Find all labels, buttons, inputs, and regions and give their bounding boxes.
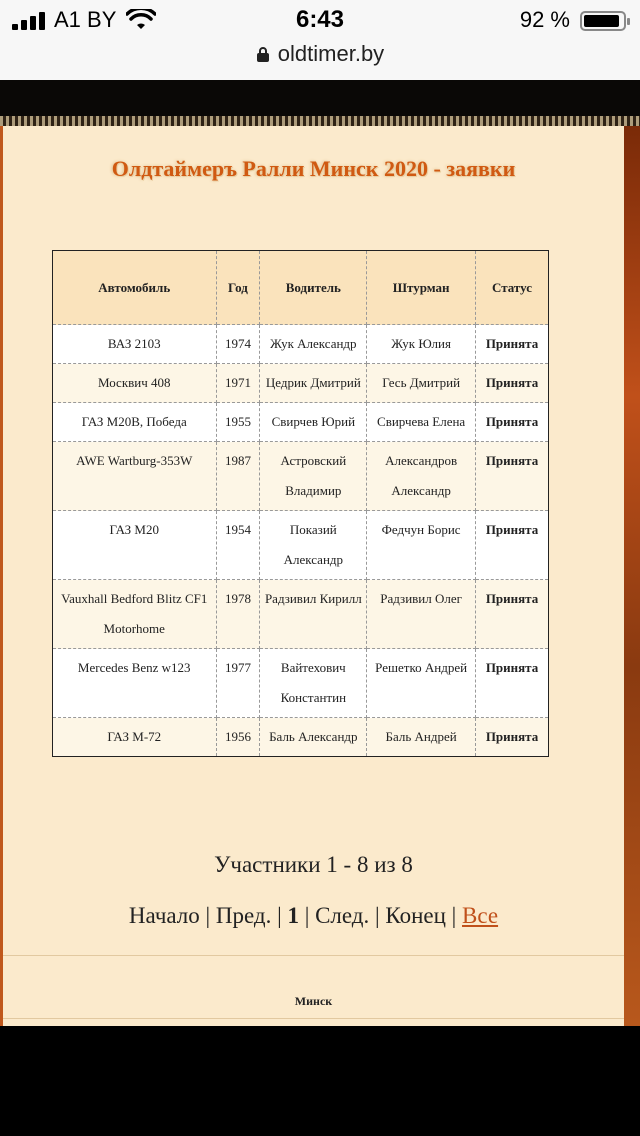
pager-prev: Пред.: [215, 903, 272, 928]
url-domain: oldtimer.by: [277, 41, 385, 66]
table-row: [53, 649, 549, 718]
pager-separator: |: [451, 903, 457, 928]
cell-status: Принята: [476, 442, 549, 511]
cell-driver: Астровский Владимир: [260, 442, 367, 511]
cell-year: 1971: [216, 364, 260, 403]
footer-city: Минск: [294, 994, 333, 1008]
cell-status: Принята: [476, 511, 549, 580]
pager-first: Начало: [128, 903, 200, 928]
header-band: [0, 80, 640, 120]
panel-top: [0, 126, 624, 146]
cell-status: Принята: [476, 718, 549, 757]
cell-year: 1977: [216, 649, 260, 718]
column-header-status: Статус: [476, 251, 549, 325]
cell-navigator: Баль Андрей: [367, 718, 476, 757]
cell-driver: Показий Александр: [260, 511, 367, 580]
carrier-label: A1 BY: [54, 7, 117, 32]
pager-all-link[interactable]: Все: [462, 903, 499, 928]
battery-percent: 92 %: [519, 7, 570, 32]
cell-driver: Свирчев Юрий: [260, 403, 367, 442]
cell-car: Mercedes Benz w123: [53, 649, 217, 718]
cell-status: Принята: [476, 403, 549, 442]
lock-icon: [256, 46, 270, 62]
cell-car: Vauxhall Bedford Blitz CF1 Motorhome: [53, 580, 217, 649]
table-row: [53, 325, 549, 364]
cell-year: 1954: [216, 511, 260, 580]
footer-divider: [3, 955, 624, 956]
cell-year: 1956: [216, 718, 260, 757]
cell-year: 1978: [216, 580, 260, 649]
cell-year: 1987: [216, 442, 260, 511]
table-row: [53, 364, 549, 403]
cell-status: Принята: [476, 649, 549, 718]
cell-driver: Радзивил Кирилл: [260, 580, 367, 649]
pager-current-page: 1: [287, 903, 299, 928]
table-row: [53, 580, 549, 649]
cell-car: Москвич 408: [53, 364, 217, 403]
table-row: [53, 403, 549, 442]
cell-driver: Баль Александр: [260, 718, 367, 757]
column-header-year: Год: [216, 251, 260, 325]
cell-car: AWE Wartburg-353W: [53, 442, 217, 511]
address-bar[interactable]: [0, 40, 640, 80]
table-header-row: [53, 251, 549, 325]
pager-separator: |: [375, 903, 380, 928]
cell-navigator: Гесь Дмитрий: [367, 364, 476, 403]
cell-navigator: Александров Александр: [367, 442, 476, 511]
cell-car: ГАЗ М20: [53, 511, 217, 580]
cell-driver: Вайтехович Константин: [260, 649, 367, 718]
entries-table: [52, 250, 549, 757]
column-header-driver: Водитель: [260, 251, 367, 325]
battery-level: [584, 15, 619, 27]
cell-status: Принята: [476, 580, 549, 649]
cell-driver: Жук Александр: [260, 325, 367, 364]
page-bottom: [0, 1026, 640, 1136]
cell-status: Принята: [476, 364, 549, 403]
cell-car: ГАЗ М-72: [53, 718, 217, 757]
cell-car: ГАЗ М20В, Победа: [53, 403, 217, 442]
cell-driver: Цедрик Дмитрий: [260, 364, 367, 403]
page-title: Олдтаймеръ Ралли Минск 2020 - заявки: [111, 156, 516, 181]
participants-count: Участники 1 - 8 из 8: [214, 852, 413, 877]
footer-divider: [3, 1018, 624, 1019]
pager-separator: |: [304, 903, 310, 928]
cell-status: Принята: [476, 325, 549, 364]
pagination: [3, 903, 624, 929]
clock: 6:43: [295, 6, 345, 33]
cell-navigator: Решетко Андрей: [367, 649, 476, 718]
decorative-fringe: [0, 116, 640, 126]
column-header-navigator: Штурман: [367, 251, 476, 325]
cell-navigator: Свирчева Елена: [367, 403, 476, 442]
right-decor: [624, 126, 640, 1026]
cell-year: 1974: [216, 325, 260, 364]
cell-navigator: Федчун Борис: [367, 511, 476, 580]
pager-separator: |: [277, 903, 282, 928]
pager-next: След.: [315, 903, 370, 928]
cell-car: ВАЗ 2103: [53, 325, 217, 364]
pager-separator: |: [205, 903, 211, 928]
table-row: [53, 718, 549, 757]
battery-icon: [580, 11, 626, 31]
pager-last: Конец: [385, 903, 446, 928]
table-row: [53, 511, 549, 580]
cell-year: 1955: [216, 403, 260, 442]
table-row: [53, 442, 549, 511]
cell-navigator: Радзивил Олег: [367, 580, 476, 649]
cell-navigator: Жук Юлия: [367, 325, 476, 364]
status-bar: [0, 0, 640, 40]
column-header-car: Автомобиль: [53, 251, 217, 325]
